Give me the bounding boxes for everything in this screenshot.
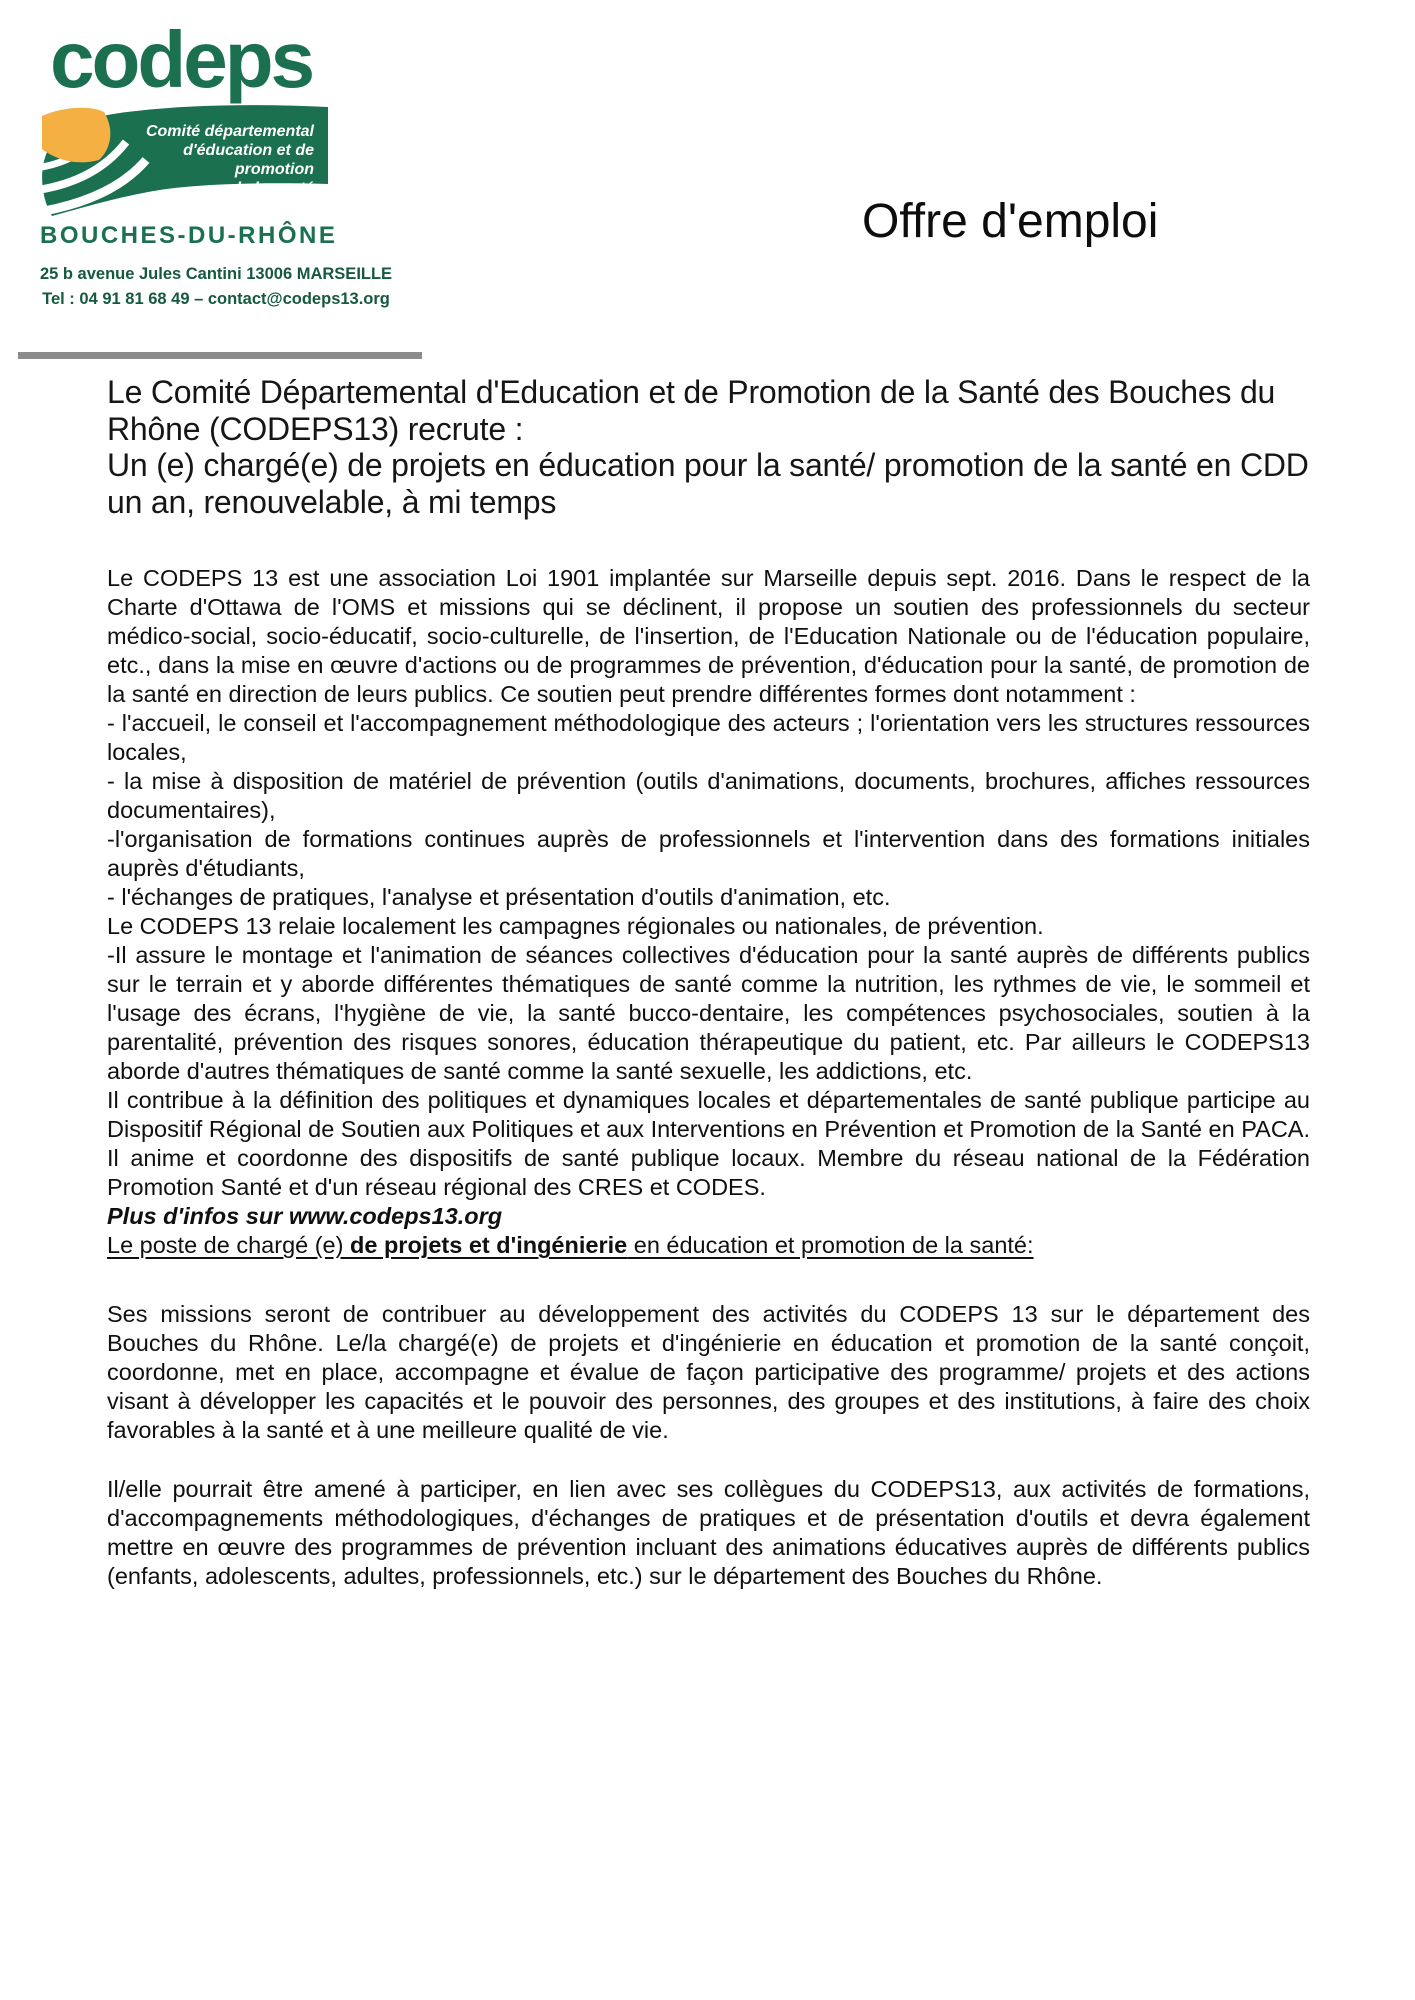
presentation-section [107,564,1310,1591]
post-section-heading [107,1231,1310,1260]
logo-banner-caption [104,122,314,198]
heading-prefix: Le poste de chargé (e) [107,1232,350,1258]
paragraph-campagnes: Le CODEPS 13 relaie localement les campagnes régionales ou nationales, de prévention. [107,913,1044,939]
banner-line-1: Comité départemental [145,123,314,140]
paragraph-politiques: Il contribue à la définition des politiques et dynamiques locales et départementales de santé publique participe au Dispositif Régional de Soutien aux Politiques et aux Interventions en Prévention et Promotion de la Santé en PACA. Il anime et coordonne des dispositifs de santé publique locaux. Membre du réseau national de la Fédération Promotion Santé et d'un réseau régional des CRES et CODES. [107,1087,1310,1200]
banner-line-2: d'éducation et de promotion [183,142,314,178]
mission-paragraph-1: Ses missions seront de contribuer au développement des activités du CODEPS 13 sur le département des Bouches du Rhône. Le/la chargé(e) de projets et d'ingénierie en éducation et promotion de la santé conçoit, coordonne, met en place, accompagne et évalue de façon participative des programme/ projets et des actions visant à développer les capacités et le pouvoir des personnes, des groupes et des institutions, à faire des choix favorables à la santé et à une meilleure qualité de vie. [107,1301,1310,1443]
mission-paragraph-2: Il/elle pourrait être amené à participer, en lien avec ses collègues du CODEPS13, aux activités de formations, d'accompagnements méthodologiques, d'échanges de pratiques et de présentation d'outils et devra également mettre en œuvre des programmes de prévention incluant des animations éducatives auprès de différents publics (enfants, adolescents, adultes, professionnels, etc.) sur le département des Bouches du Rhône. [107,1476,1310,1589]
heading-suffix: en éducation et promotion de la santé: [627,1232,1034,1258]
bullet-formations: -l'organisation de formations continues auprès de professionnels et l'intervention dans des formations initiales auprès d'étudiants, [107,826,1310,881]
page-title: Offre d'emploi [862,195,1159,248]
divider-rule [18,352,422,359]
address-line: 25 b avenue Jules Cantini 13006 MARSEILLE [39,265,393,283]
logo-wordmark: codeps [50,15,313,104]
more-info-note: Plus d'infos sur www.codeps13.org [107,1203,503,1229]
paragraph-association: Le CODEPS 13 est une association Loi 1901 implantée sur Marseille depuis sept. 2016. Dans le respect de la Charte d'Ottawa de l'OMS et missions qui se déclinent, il propose un soutien des professionnels du secteur médico-social, socio-éducatif, socio-culturelle, de l'insertion, de l'Education Nationale ou de l'éducation populaire, etc., dans la mise en œuvre d'actions ou de programmes de prévention, d'éducation pour la santé, de promotion de la santé en direction de leurs publics. Ce soutien peut prendre différentes formes dont notamment : [107,565,1310,707]
banner-line-3: de la santé [231,180,314,197]
codeps-logo [36,15,328,234]
document-body [107,374,1310,1591]
intro-heading [107,374,1310,520]
phone-email-line: Tel : 04 91 81 68 49 – contact@codeps13.org [42,290,390,308]
intro-heading-line-2: Un (e) chargé(e) de projets en éducation pour la santé/ promotion de la santé en CDD un an, renouvelable, à mi temps [107,447,1309,520]
bullet-echanges: - l'échanges de pratiques, l'analyse et présentation d'outils d'animation, etc. [107,884,891,910]
intro-heading-line-1: Le Comité Départemental d'Education et de Promotion de la Santé des Bouches du Rhône (CODEPS13) recrute : [107,374,1276,447]
bullet-accueil: - l'accueil, le conseil et l'accompagnement méthodologique des acteurs ; l'orientation vers les structures ressources locales, [107,710,1310,765]
bullet-materiel: - la mise à disposition de matériel de prévention (outils d'animations, documents, brochures, affiches ressources documentaires), [107,768,1310,823]
logo-region-label: BOUCHES-DU-RHÔNE [40,222,338,249]
logo-yellow-shape [42,108,110,163]
paragraph-seances: -Il assure le montage et l'animation de séances collectives d'éducation pour la santé auprès de différents publics sur le terrain et y aborde différentes thématiques de santé comme la nutrition, les rythmes de vie, le sommeil et l'usage des écrans, l'hygiène de vie, la santé bucco-dentaire, les compétences psychosociales, soutien à la parentalité, prévention des risques sonores, éducation thérapeutique du patient, etc. Par ailleurs le CODEPS13 aborde d'autres thématiques de santé comme la santé sexuelle, les addictions, etc. [107,942,1310,1084]
heading-bold-segment: de projets et d'ingénierie [350,1232,628,1258]
contact-block [20,262,412,312]
